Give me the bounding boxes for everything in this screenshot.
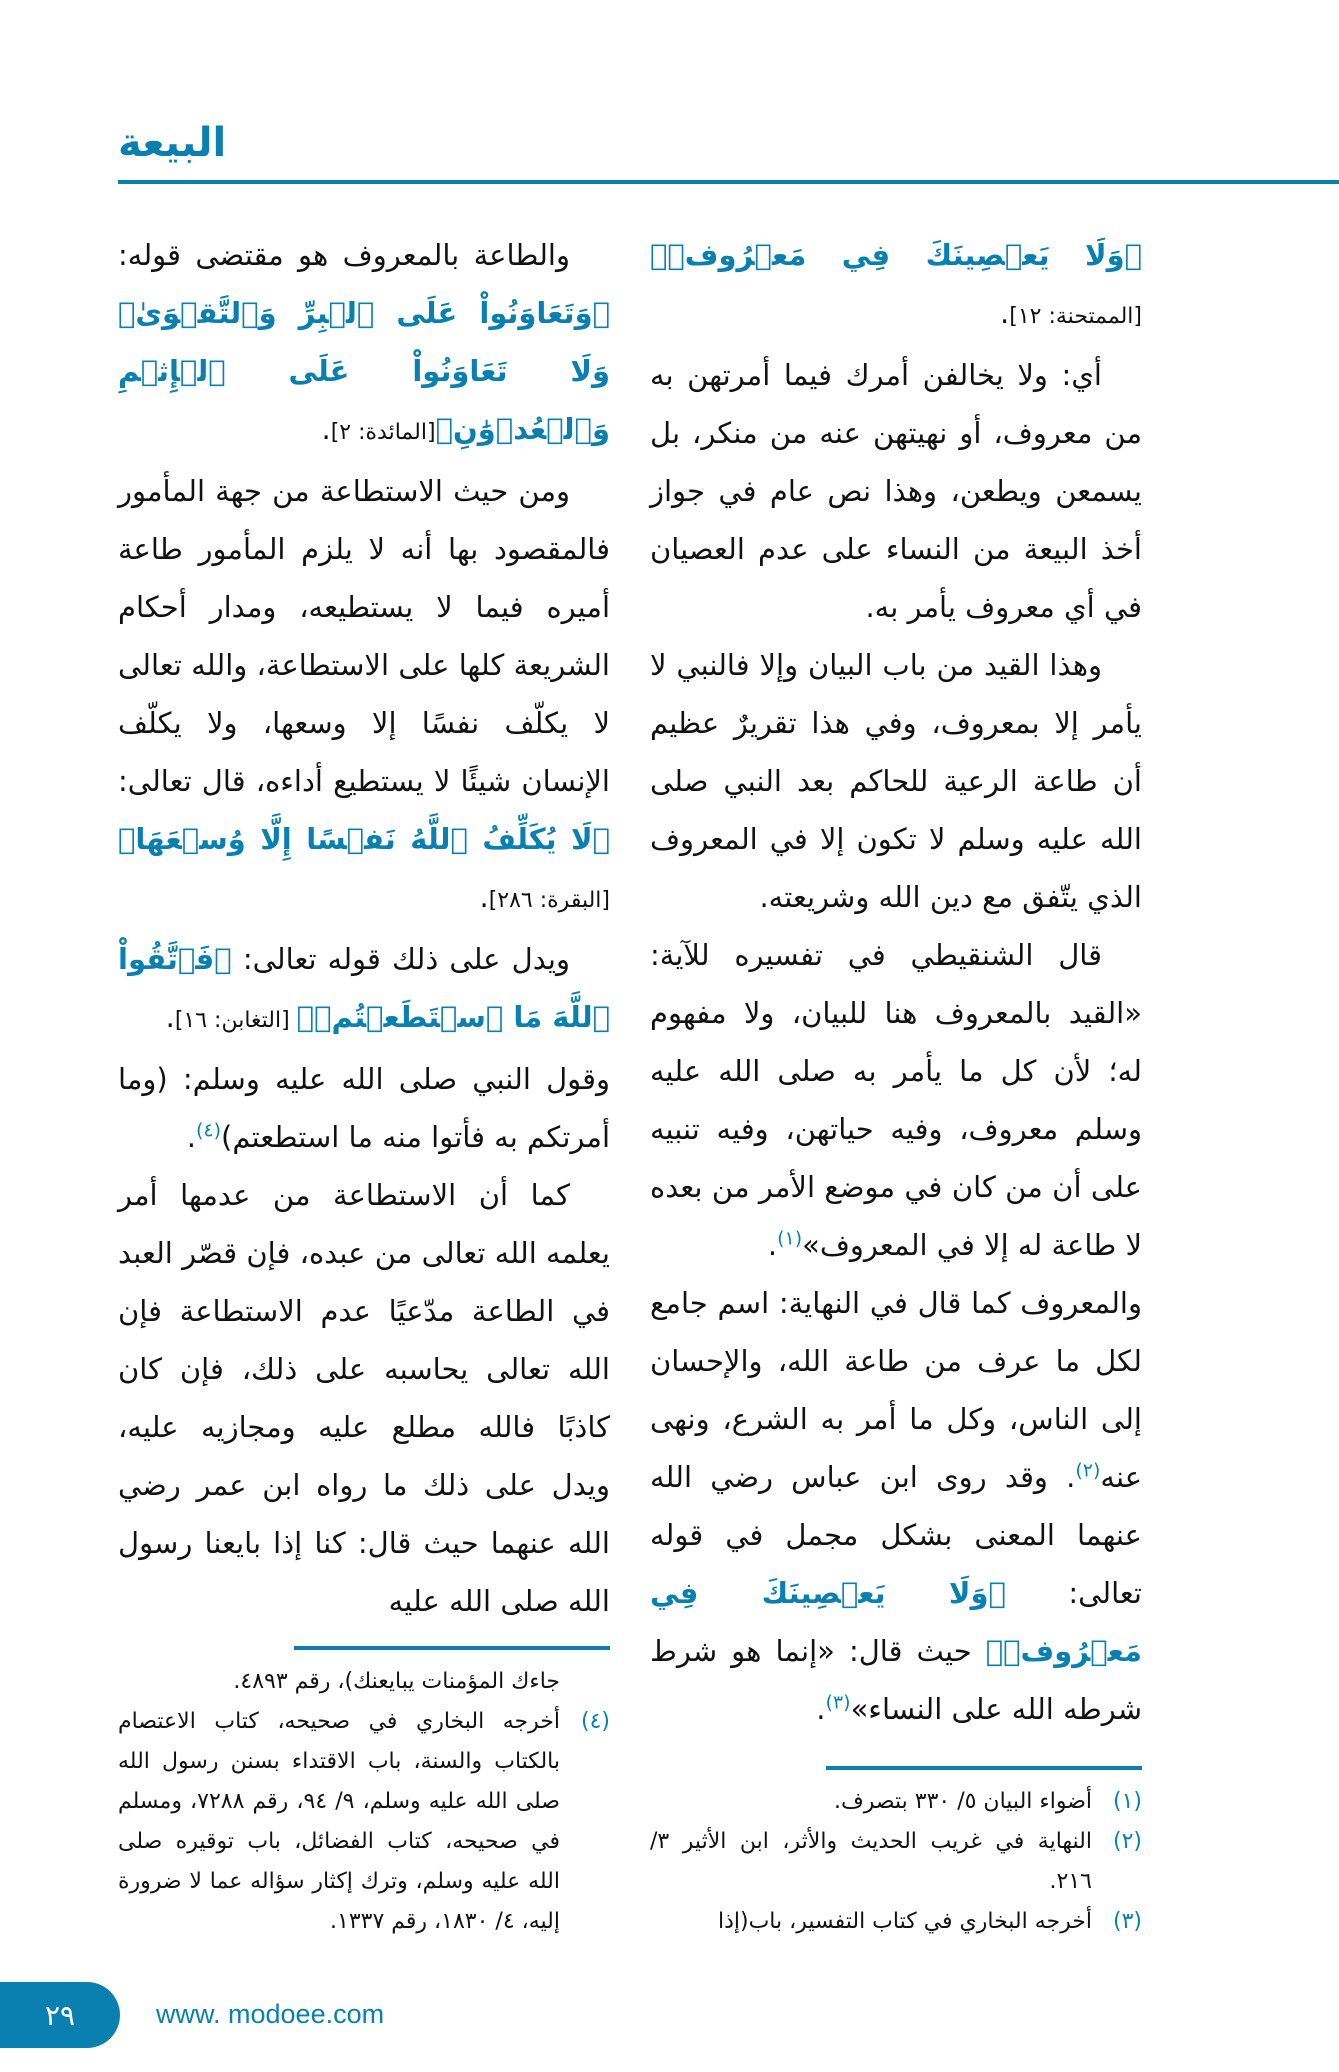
- footnote-text: أخرجه البخاري في صحيحه، كتاب الاعتصام بالكتاب والسنة، باب الاقتداء بسنن رسول الله صلى الله عليه وسلم، ٩/ ٩٤، رقم ٧٢٨٨، ومسلم في صحيحه، كتاب الفضائل، باب توقيره صلى الله عليه وسلم، وترك إكثار سؤاله عما لا ضرورة إليه، ٤/ ١٨٣٠، رقم ١٣٣٧.: [118, 1709, 560, 1934]
- left-text-column: [118, 226, 610, 1630]
- paragraph: [118, 1050, 610, 1166]
- body-text: . وقد روى ابن عباس رضي الله عنهما المعنى بشكل مجمل في قوله تعالى:: [650, 1460, 1142, 1610]
- footnote-text: أضواء البيان ٥/ ٣٣٠ بتصرف.: [833, 1789, 1092, 1814]
- body-text: .: [816, 1692, 826, 1726]
- paragraph: [650, 346, 1142, 636]
- footnote: [650, 1782, 1142, 1822]
- quran-verse: ﴿وَلَا يَعۡصِينَكَ فِي مَعۡرُوفٖ﴾: [650, 1576, 1142, 1668]
- footnote: [118, 1702, 610, 1942]
- verse-reference: [المائدة: ٢]: [330, 420, 436, 445]
- body-text: والمعروف كما قال في النهاية: اسم جامع لكل ما عرف من طاعة الله، والإحسان إلى الناس، وكل ما أمر به الشرع، ونهى عنه: [650, 1286, 1142, 1494]
- body-text: قال الشنقيطي في تفسيره للآية: «القيد بالمعروف هنا للبيان، ولا مفهوم له؛ لأن كل ما يأمر به صلى الله عليه وسلم معروف، وفيه حياتهن، وفيه تنبيه على أن من كان في موضع الأمر من بعده لا طاعة له إلا في المعروف»: [650, 938, 1142, 1262]
- body-text: والطاعة بالمعروف هو مقتضى قوله:: [118, 238, 570, 272]
- body-text: .: [767, 1228, 778, 1262]
- quran-verse: ﴿وَتَعَاوَنُواْ عَلَى ٱلۡبِرِّ وَٱلتَّقۡوَىٰۖ وَلَا تَعَاوَنُواْ عَلَى ٱلۡإِثۡمِ وَٱلۡعُدۡوَٰنِ﴾: [118, 296, 610, 446]
- footnote: [118, 1662, 610, 1702]
- verse-reference: [التغابن: ١٦]: [174, 1008, 297, 1033]
- body-text: .: [321, 412, 331, 446]
- quran-verse: ﴿فَٱتَّقُواْ ٱللَّهَ مَا ٱسۡتَطَعۡتُمۡ﴾: [118, 942, 610, 1034]
- footnote-text: أخرجه البخاري في كتاب التفسير، باب(إذا: [717, 1909, 1092, 1934]
- paragraph: [118, 226, 610, 462]
- footnote-rule-right: [826, 1766, 1142, 1770]
- body-text: كما أن الاستطاعة من عدمها أمر يعلمه الله تعالى من عبده، فإن قصّر العبد في الطاعة مدّعيًا عدم الاستطاعة فإن الله تعالى يحاسبه على ذلك، فإن كان كاذبًا فالله مطلع عليه ومجازيه عليه، ويدل على ذلك ما رواه ابن عمر رضي الله عنهما حيث قال: كنا إذا بايعنا رسول الله صلى الله عليه: [118, 1178, 610, 1618]
- footnote: [650, 1822, 1142, 1902]
- footnote-number: (٢): [1112, 1829, 1142, 1854]
- page-number-badge: [0, 1982, 120, 2048]
- spacer: [118, 1630, 610, 1646]
- body-text: أي: ولا يخالفن أمرك فيما أمرتهن به من معروف، أو نهيتهن عنه من منكر، بل يسمعن ويطعن، وهذا نص عام في جواز أخذ البيعة من النساء على عدم العصيان في أي معروف يأمر به.: [650, 358, 1142, 624]
- paragraph: [118, 930, 610, 1050]
- paragraph: [118, 1166, 610, 1630]
- footnote-text: النهاية في غريب الحديث والأثر، ابن الأثير ٣/ ٢١٦.: [650, 1829, 1092, 1894]
- footnote-number: (١): [1112, 1789, 1142, 1814]
- body-text: .: [186, 1120, 196, 1154]
- verse-reference: [البقرة: ٢٨٦]: [488, 888, 610, 913]
- footnotes-left: [118, 1662, 610, 1942]
- body-text: .: [479, 880, 489, 914]
- right-column: [650, 226, 1142, 1942]
- paragraph: [118, 462, 610, 930]
- footnote-marker: (٢): [1075, 1459, 1101, 1482]
- footnote-number: [570, 1662, 610, 1702]
- paragraph: [650, 926, 1142, 1274]
- body-text: .: [165, 1000, 175, 1034]
- footnote-number: (٤): [580, 1709, 610, 1734]
- quran-verse: ﴿لَا يُكَلِّفُ ٱللَّهُ نَفۡسًا إِلَّا وُسۡعَهَا﴾: [118, 822, 610, 856]
- footnote-rule-left: [294, 1646, 610, 1650]
- header-rule: [118, 180, 1339, 184]
- footnote-marker: (٣): [825, 1691, 851, 1714]
- footnote: [650, 1902, 1142, 1942]
- paragraph: [650, 226, 1142, 346]
- footnote-marker: (٤): [195, 1119, 222, 1142]
- footnote-text: جاءك المؤمنات يبايعنك)، رقم ٤٨٩٣.: [233, 1669, 560, 1694]
- running-header: [0, 0, 1339, 186]
- footnote-marker: (١): [777, 1227, 803, 1250]
- body-text: وقول النبي صلى الله عليه وسلم: (وما أمرتكم به فأتوا منه ما استطعتم): [118, 1062, 610, 1154]
- body-text: ومن حيث الاستطاعة من جهة المأمور فالمقصود بها أنه لا يلزم المأمور طاعة أميره فيما لا يستطيعه، ومدار أحكام الشريعة كلها على الاستطاعة، والله تعالى لا يكلّف نفسًا إلا وسعها، ولا يكلّف الإنسان شيئًا لا يستطيع أداءه، قال تعالى:: [118, 474, 610, 798]
- left-column: [118, 226, 610, 1942]
- body-text: وهذا القيد من باب البيان وإلا فالنبي لا يأمر إلا بمعروف، وفي هذا تقريرٌ عظيم أن طاعة الرعية للحاكم بعد النبي صلى الله عليه وسلم لا تكون إلا في المعروف الذي يتّفق مع دين الله وشريعته.: [650, 648, 1142, 914]
- website-link[interactable]: www. modoee.com: [156, 1999, 385, 2029]
- paragraph: [650, 1274, 1142, 1738]
- footnote-number: (٣): [1112, 1909, 1142, 1934]
- body-text: حيث قال: «إنما هو شرط شرطه الله على النساء»: [650, 1634, 1142, 1726]
- body-text: ويدل على ذلك قوله تعالى:: [231, 942, 570, 976]
- page-footer: [0, 1962, 1339, 2072]
- running-header-title: البيعة: [118, 120, 227, 166]
- quran-verse: ﴿وَلَا يَعۡصِينَكَ فِي مَعۡرُوفٖ﴾: [650, 238, 1142, 272]
- footnotes-right: [650, 1782, 1142, 1942]
- page-number: ٢٩: [44, 1998, 76, 2032]
- spacer: [650, 1738, 1142, 1754]
- paragraph: [650, 636, 1142, 926]
- body-text: .: [1000, 296, 1010, 330]
- verse-reference: [الممتحنة: ١٢]: [1009, 304, 1142, 329]
- right-text-column: [650, 226, 1142, 1738]
- page-columns: [0, 186, 1339, 1942]
